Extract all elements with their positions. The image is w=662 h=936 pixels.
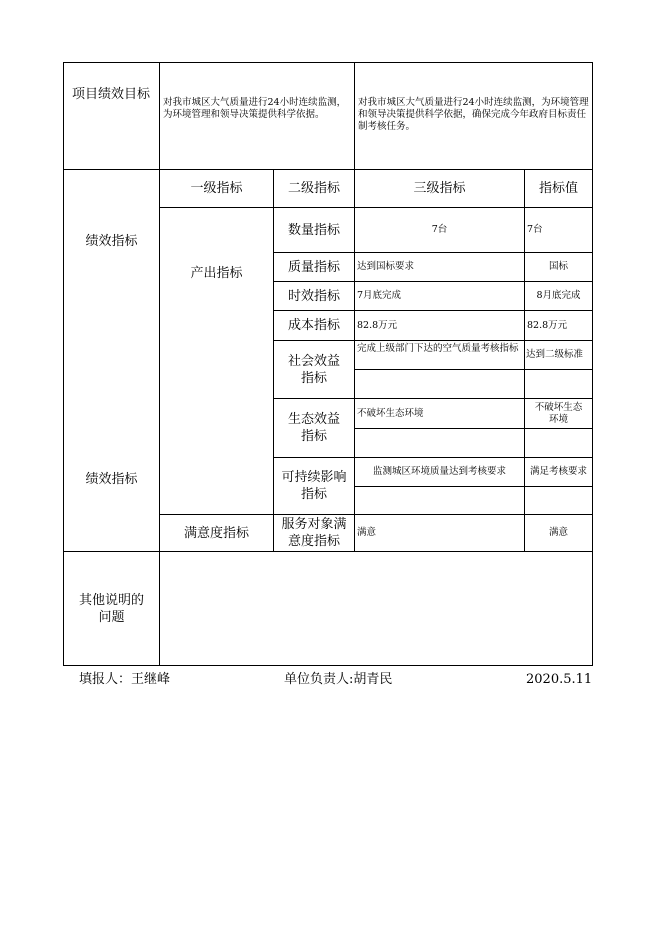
quality-value: 国标: [548, 261, 568, 272]
goal-text-left: 对我市城区大气质量进行24小时连续监测，为环境管理和领导决策提供科学依据。: [163, 97, 347, 120]
cost-name: 成本指标: [287, 318, 340, 333]
quantity-name: 数量指标: [287, 222, 340, 238]
header-level2: 二级指标: [287, 181, 340, 196]
filler-name: 填报人：王继峰: [79, 672, 171, 687]
service-desc: 满意: [357, 527, 377, 538]
table-divider: [354, 428, 593, 429]
perf-label-bottom: 绩效指标: [85, 471, 138, 487]
social-value: 达到二级标准: [526, 349, 584, 360]
quantity-desc: 7台: [431, 224, 448, 235]
header-level3: 三级指标: [413, 181, 466, 196]
goal-text-right: 对我市城区大气质量进行24小时连续监测，为环境管理和领导决策提供科学依据，确保完成今年政府目标责任制考核任务。: [358, 97, 589, 132]
table-divider: [354, 486, 593, 487]
social-desc: 完成上级部门下达的空气质量考核指标: [357, 343, 519, 354]
sustain-desc: 监测城区环境质量达到考核要求: [372, 466, 506, 477]
service-name: 服务对象满意度指标: [281, 517, 347, 549]
quantity-value: 7台: [527, 224, 543, 235]
timeliness-value: 8月底完成: [536, 290, 581, 301]
goal-label: 项目绩效目标: [72, 87, 151, 102]
table-border-right: [592, 62, 593, 666]
eco-desc: 不破坏生态环境: [357, 407, 424, 419]
sustain-value: 满足考核要求: [529, 466, 587, 477]
output-indicator-label: 产出指标: [190, 265, 243, 281]
perf-label-top: 绩效指标: [85, 233, 138, 249]
quality-name: 质量指标: [287, 259, 340, 275]
leader-name: 单位负责人:胡青民: [284, 672, 393, 687]
header-level1: 一级指标: [190, 181, 243, 196]
eco-name: 生态效益指标: [287, 412, 340, 444]
table-divider: [354, 369, 593, 370]
header-value: 指标值: [538, 181, 578, 196]
table-border-top: [63, 62, 593, 63]
cost-value: 82.8万元: [527, 319, 568, 331]
satisfaction-indicator-label: 满意度指标: [183, 525, 249, 541]
social-name: 社会效益指标: [287, 353, 340, 386]
service-value: 满意: [548, 527, 568, 538]
cost-desc: 82.8万元: [357, 319, 398, 331]
quality-desc: 达到国标要求: [357, 261, 415, 272]
timeliness-desc: 7月底完成: [357, 290, 402, 301]
sustain-name: 可持续影响指标: [281, 470, 347, 502]
other-text: [160, 552, 592, 665]
table-border-bottom: [63, 665, 593, 666]
report-date: 2020.5.11: [526, 672, 593, 687]
other-label: 其他说明的问题: [78, 592, 144, 625]
eco-value: 不破坏生态环境: [534, 401, 583, 425]
timeliness-name: 时效指标: [287, 288, 340, 304]
